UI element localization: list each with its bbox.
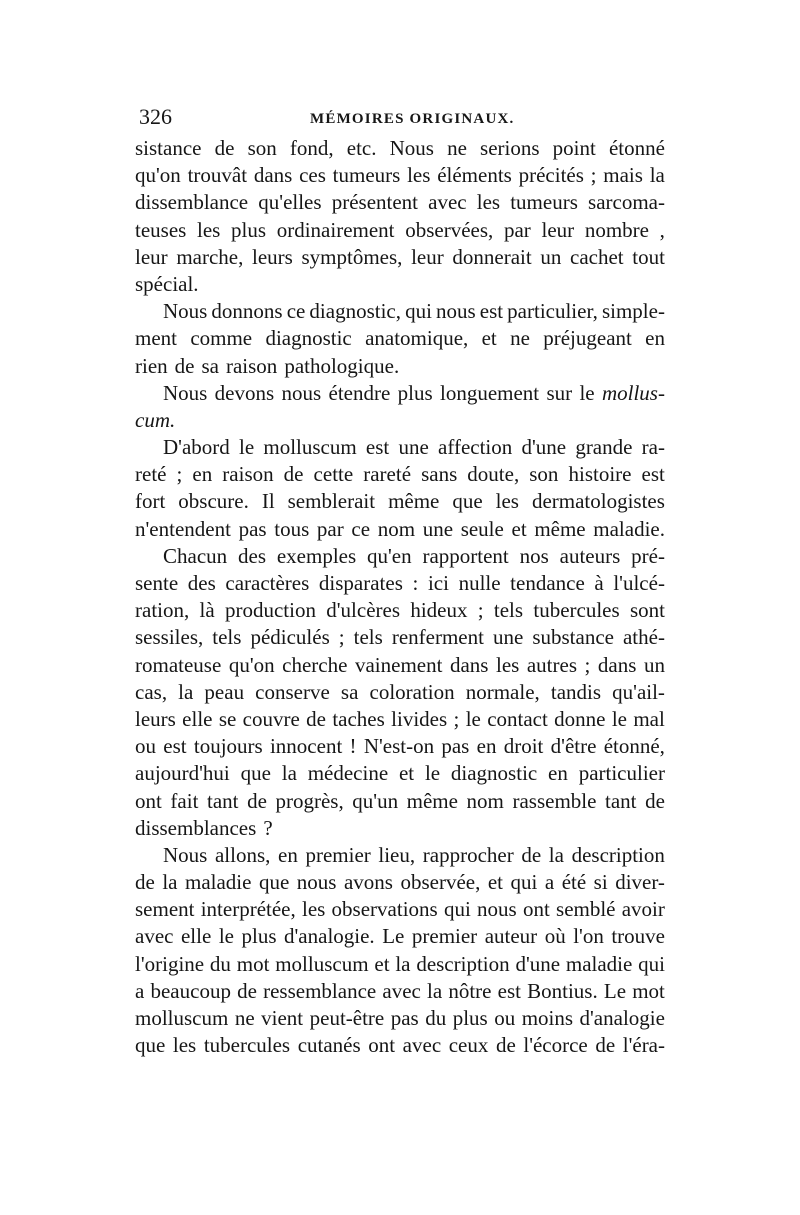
text-line: aujourd'hui que la médecine et le diagnostic en particulier bbox=[135, 761, 665, 786]
text-line: leurs elle se couvre de taches livides ; le contact donne le mal bbox=[135, 706, 665, 731]
text-line: dissemblance qu'elles présentent avec les tumeurs sarcoma- bbox=[135, 190, 665, 215]
text-line: teuses les plus ordinairement observées, par leur nombre , bbox=[135, 217, 665, 242]
text-line: leur marche, leurs symptômes, leur donnerait un cachet tout bbox=[135, 244, 665, 269]
page-header bbox=[135, 102, 665, 132]
text-line: ment comme diagnostic anatomique, et ne préjugeant en bbox=[135, 326, 665, 351]
text-line: ration, là production d'ulcères hideux ; tels tubercules sont bbox=[135, 598, 665, 623]
text-line: D'abord le molluscum est une affection d'une grande ra- bbox=[163, 435, 665, 460]
text-line: que les tubercules cutanés ont avec ceux de l'écorce de l'éra- bbox=[135, 1033, 665, 1058]
text-line: qu'on trouvât dans ces tumeurs les éléments précités ; mais la bbox=[135, 163, 665, 188]
text-line: sessiles, tels pédiculés ; tels renferment une substance athé- bbox=[135, 625, 665, 650]
text-line: molluscum ne vient peut-être pas du plus ou moins d'analogie bbox=[135, 1006, 665, 1030]
text-line: n'entendent pas tous par ce nom une seule et même maladie. bbox=[135, 516, 665, 541]
text-line: cas, la peau conserve sa coloration normale, tandis qu'ail- bbox=[135, 679, 665, 704]
text-line: reté ; en raison de cette rareté sans doute, son histoire est bbox=[135, 462, 665, 487]
text-line: de la maladie que nous avons observée, et qui a été si diver- bbox=[135, 870, 665, 895]
text-line: ont fait tant de progrès, qu'un même nom rassemble tant de bbox=[135, 788, 665, 813]
text-line: l'origine du mot molluscum et la description d'une maladie qui bbox=[135, 951, 665, 976]
body-text bbox=[135, 135, 665, 1059]
text-line: sente des caractères disparates : ici nulle tendance à l'ulcé- bbox=[135, 571, 665, 595]
text-line: sistance de son fond, etc. Nous ne serions point étonné bbox=[135, 136, 665, 160]
text-line: Nous donnons ce diagnostic, qui nous est particulier, simple- bbox=[163, 299, 665, 324]
text-line: Nous allons, en premier lieu, rapprocher de la description bbox=[163, 842, 665, 867]
text-line: romateuse qu'on cherche vainement dans les autres ; dans un bbox=[135, 652, 665, 677]
text-line: ou est toujours innocent ! N'est-on pas en droit d'être étonné, bbox=[135, 734, 665, 759]
text-line: avec elle le plus d'analogie. Le premier auteur où l'on trouve bbox=[135, 924, 665, 949]
text-line: dissemblances ? bbox=[135, 815, 273, 840]
text-line: spécial. bbox=[135, 271, 199, 296]
text-line: a beaucoup de ressemblance avec la nôtre est Bontius. Le mot bbox=[135, 978, 665, 1003]
text-line: rien de sa raison pathologique. bbox=[135, 353, 400, 378]
page-number: 326 bbox=[139, 104, 172, 129]
text-line: sement interprétée, les observations qui nous ont semblé avoir bbox=[135, 897, 665, 922]
text-line: cum. bbox=[135, 407, 176, 432]
running-head: MÉMOIRES ORIGINAUX. bbox=[310, 111, 515, 127]
text-line: fort obscure. Il semblerait même que les dermatologistes bbox=[135, 489, 665, 514]
text-line: Nous devons nous étendre plus longuement sur le mollus- bbox=[163, 380, 665, 405]
text-line: Chacun des exemples qu'en rapportent nos auteurs pré- bbox=[163, 543, 665, 568]
